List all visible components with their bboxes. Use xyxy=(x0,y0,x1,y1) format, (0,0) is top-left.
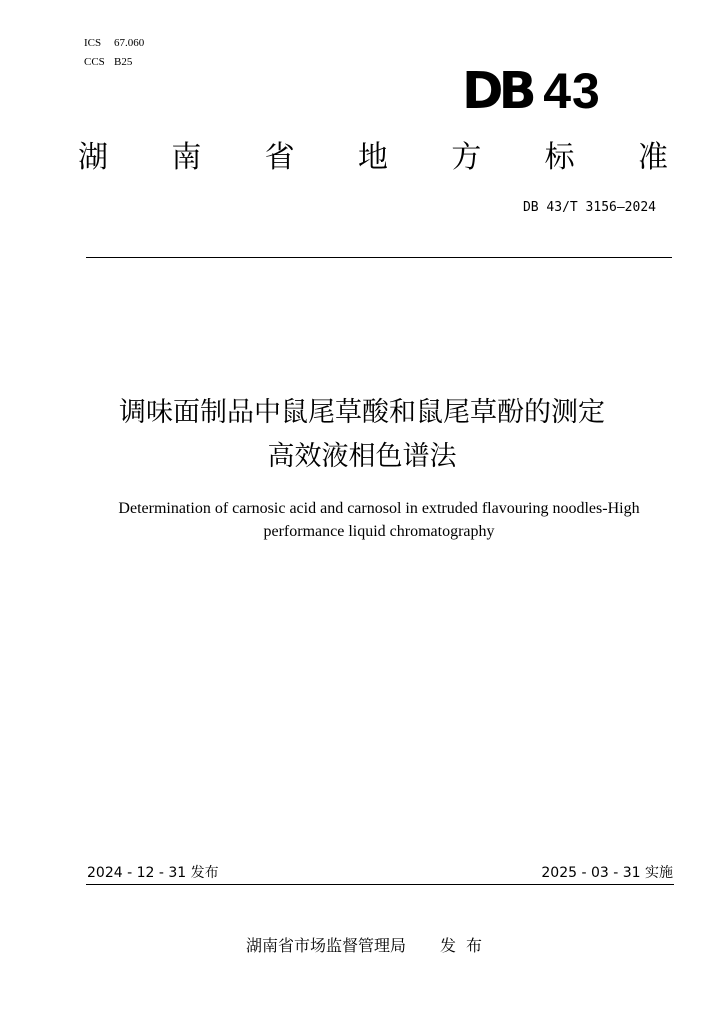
standard-category-title xyxy=(78,136,668,180)
document-title-cn-line2: 高效液相色谱法 xyxy=(267,441,457,472)
issue-date: 2024 - 12 - 31 发布 xyxy=(87,865,219,881)
issuing-authority xyxy=(246,935,492,957)
ics-label: ICS xyxy=(84,37,102,49)
ccs-label: CCS xyxy=(84,56,105,68)
issuer-name: 湖南省市场监督管理局 xyxy=(246,936,407,955)
document-title-cn-line1: 调味面制品中鼠尾草酸和鼠尾草酚的测定 xyxy=(119,397,605,428)
standard-number: DB 43/T 3156—2024 xyxy=(522,200,656,215)
category-title-char: 湖 xyxy=(78,140,108,175)
category-title-char: 方 xyxy=(451,140,482,175)
ics-code: 67.060 xyxy=(114,37,145,49)
category-title-char: 省 xyxy=(264,140,295,175)
ccs-code: B25 xyxy=(114,56,133,68)
standard-logo-mark xyxy=(462,62,642,121)
standard-logo-letters: DB xyxy=(462,62,532,121)
category-title-char: 标 xyxy=(544,140,575,175)
issuer-action: 发布 xyxy=(440,936,493,955)
category-title-char: 地 xyxy=(357,140,388,175)
footer-divider xyxy=(86,884,674,885)
category-title-char: 准 xyxy=(637,140,668,175)
category-title-char: 南 xyxy=(171,140,202,175)
ccs-classification xyxy=(84,55,132,69)
header-divider xyxy=(86,257,672,258)
implementation-date: 2025 - 03 - 31 实施 xyxy=(541,865,673,881)
document-title-en: Determination of carnosic acid and carnosol in extruded flavouring noodles-High performance liquid chromatography xyxy=(118,500,640,540)
ics-classification xyxy=(84,36,144,50)
standard-logo-number: 43 xyxy=(543,63,601,119)
